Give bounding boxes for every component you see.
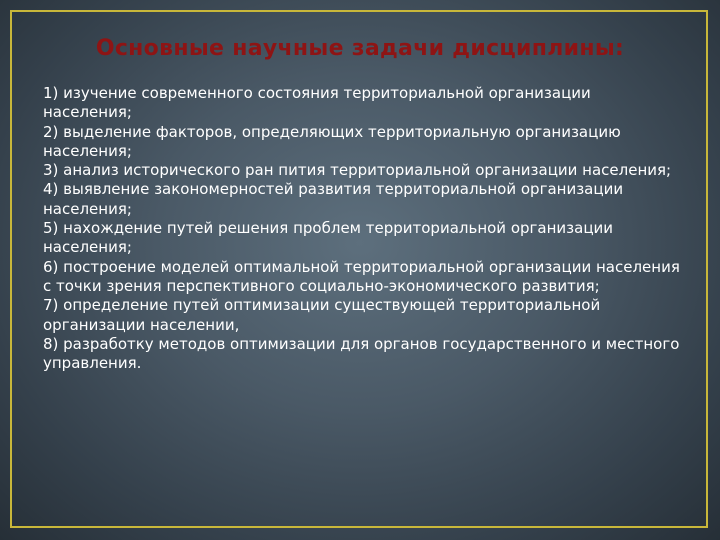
task-item-1: 1) изучение современного состояния территориальной организации населения; xyxy=(43,84,591,122)
task-item-3: 3) анализ исторического ран пития территориальной организации населения; xyxy=(43,161,672,180)
task-item-8: 8) разработку методов оптимизации для органов государственного и местного управления. xyxy=(43,334,680,373)
task-item-7: 7) определение путей оптимизации существующей территориальной организации населении, xyxy=(43,296,601,334)
task-item-5: 5) нахождение путей решения проблем территориальной организации населения; xyxy=(43,219,614,257)
task-item-2: 2) выделение факторов, определяющих территориальную организацию населения; xyxy=(43,122,621,160)
task-item-4: 4) выявление закономерностей развития территориальной организации населения; xyxy=(43,180,624,218)
task-item-6: 6) построение моделей оптимальной территориальной организации населения с точки зрения перспективного социально-экономического развития; xyxy=(43,257,680,295)
slide-title: Основные научные задачи дисциплины: xyxy=(95,36,625,61)
task-list xyxy=(43,84,683,373)
